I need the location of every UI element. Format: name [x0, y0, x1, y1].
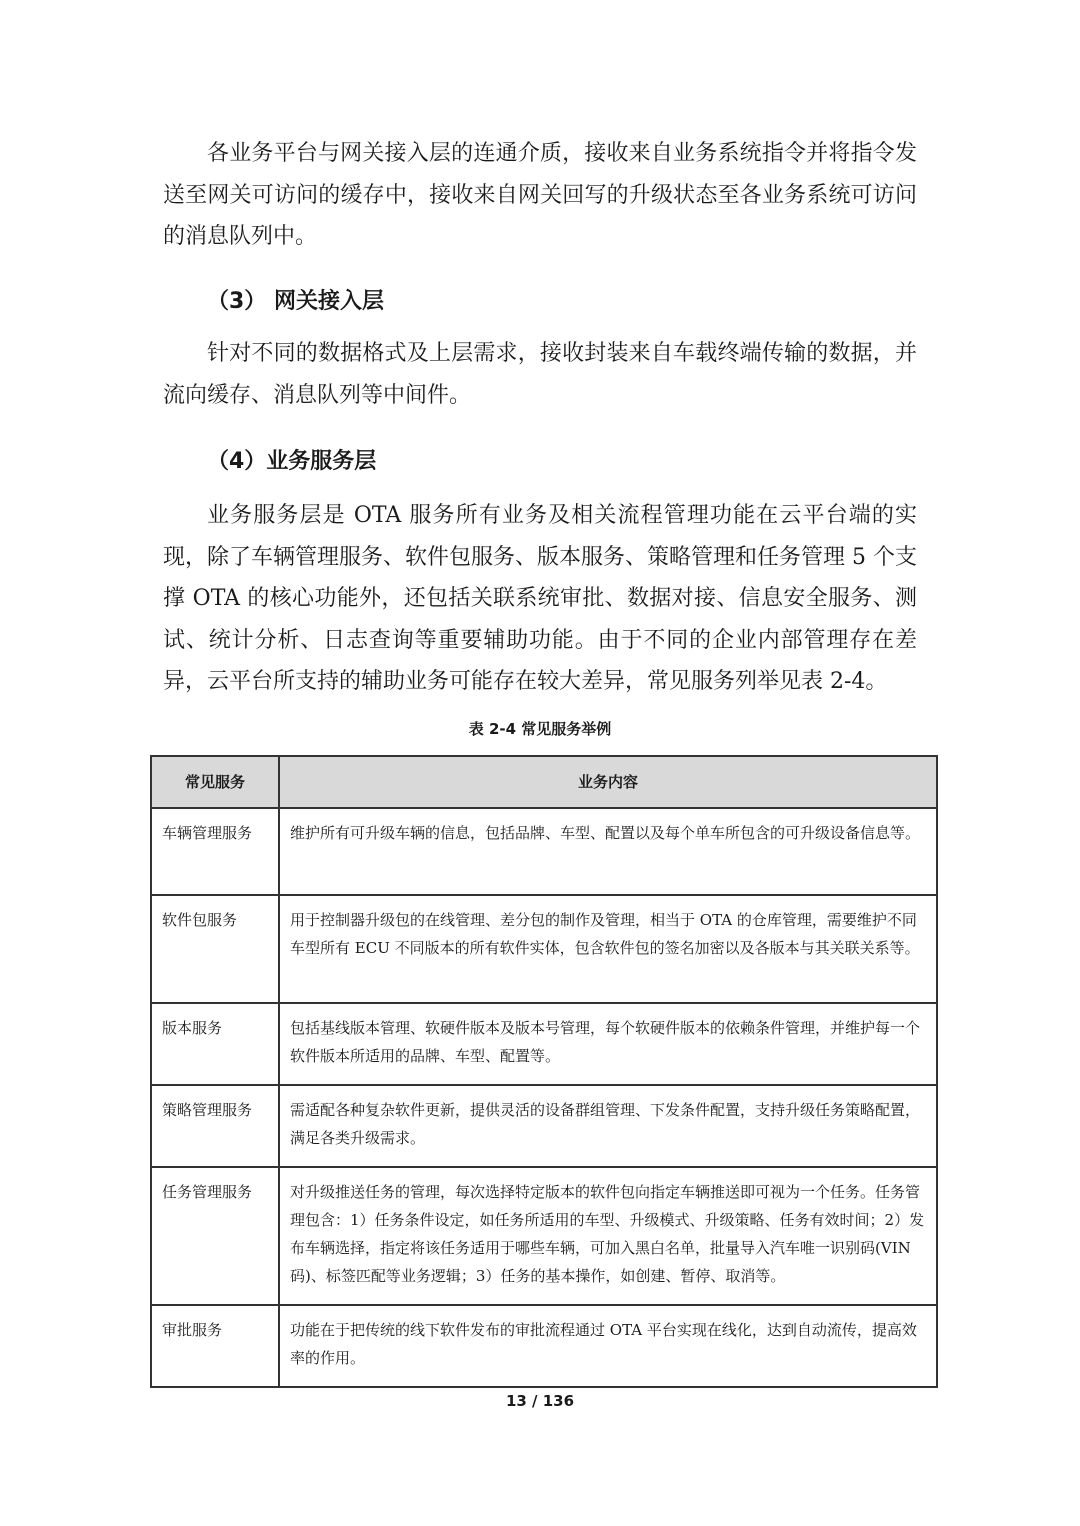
- common-services-table: [150, 755, 938, 1388]
- heading-gateway-access-layer: （3） 网关接入层: [207, 289, 384, 314]
- table-row: [151, 1085, 937, 1167]
- table-caption: 表 2-4 常见服务举例: [468, 720, 612, 738]
- service-name: 车辆管理服务: [151, 808, 279, 895]
- service-content: 维护所有可升级车辆的信息，包括品牌、车型、配置以及每个单车所包含的可升级设备信息等。: [279, 808, 937, 895]
- service-name: 版本服务: [151, 1003, 279, 1085]
- service-content: 需适配各种复杂软件更新，提供灵活的设备群组管理、下发条件配置，支持升级任务策略配置，满足各类升级需求。: [279, 1085, 937, 1167]
- table-header-row: [151, 756, 937, 808]
- table-row: [151, 1003, 937, 1085]
- table-row: [151, 1305, 937, 1387]
- service-name: 策略管理服务: [151, 1085, 279, 1167]
- header-service: 常见服务: [151, 756, 279, 808]
- paragraph-business-service-layer: 业务服务层是 OTA 服务所有业务及相关流程管理功能在云平台端的实现，除了车辆管理服务、软件包服务、版本服务、策略管理和任务管理 5 个支撑 OTA 的核心功能外，还包括关联系统审批、数据对接、信息安全服务、测试、统计分析、日志查询等重要辅助功能。由于不同的企业内部管理存在差异，云平台所支持的辅助业务可能存在较大差异，常见服务列举见表 2-4。: [163, 503, 917, 694]
- table-row: [151, 1167, 937, 1305]
- service-name: 软件包服务: [151, 895, 279, 1003]
- table-row: [151, 895, 937, 1003]
- table-row: [151, 808, 937, 895]
- heading-business-service-layer: （4）业务服务层: [207, 449, 377, 474]
- page-number: 13 / 136: [505, 1392, 575, 1410]
- header-content: 业务内容: [279, 756, 937, 808]
- service-content: 包括基线版本管理、软硬件版本及版本号管理，每个软硬件版本的依赖条件管理，并维护每一个软件版本所适用的品牌、车型、配置等。: [279, 1003, 937, 1085]
- service-name: 任务管理服务: [151, 1167, 279, 1305]
- paragraph-gateway-access-layer: 针对不同的数据格式及上层需求，接收封装来自车载终端传输的数据，并流向缓存、消息队列等中间件。: [163, 341, 917, 408]
- service-content: 功能在于把传统的线下软件发布的审批流程通过 OTA 平台实现在线化，达到自动流传，提高效率的作用。: [279, 1305, 937, 1387]
- paragraph-message-queue: 各业务平台与网关接入层的连通介质，接收来自业务系统指令并将指令发送至网关可访问的缓存中，接收来自网关回写的升级状态至各业务系统可访问的消息队列中。: [163, 141, 917, 249]
- service-name: 审批服务: [151, 1305, 279, 1387]
- service-content: 用于控制器升级包的在线管理、差分包的制作及管理，相当于 OTA 的仓库管理，需要维护不同车型所有 ECU 不同版本的所有软件实体，包含软件包的签名加密以及各版本与其关联关系等。: [279, 895, 937, 1003]
- service-content: 对升级推送任务的管理，每次选择特定版本的软件包向指定车辆推送即可视为一个任务。任务管理包含：1）任务条件设定，如任务所适用的车型、升级模式、升级策略、任务有效时间；2）发布车辆选择，指定将该任务适用于哪些车辆，可加入黑白名单，批量导入汽车唯一识别码(VIN 码)、标签匹配等业务逻辑；3）任务的基本操作，如创建、暂停、取消等。: [279, 1167, 937, 1305]
